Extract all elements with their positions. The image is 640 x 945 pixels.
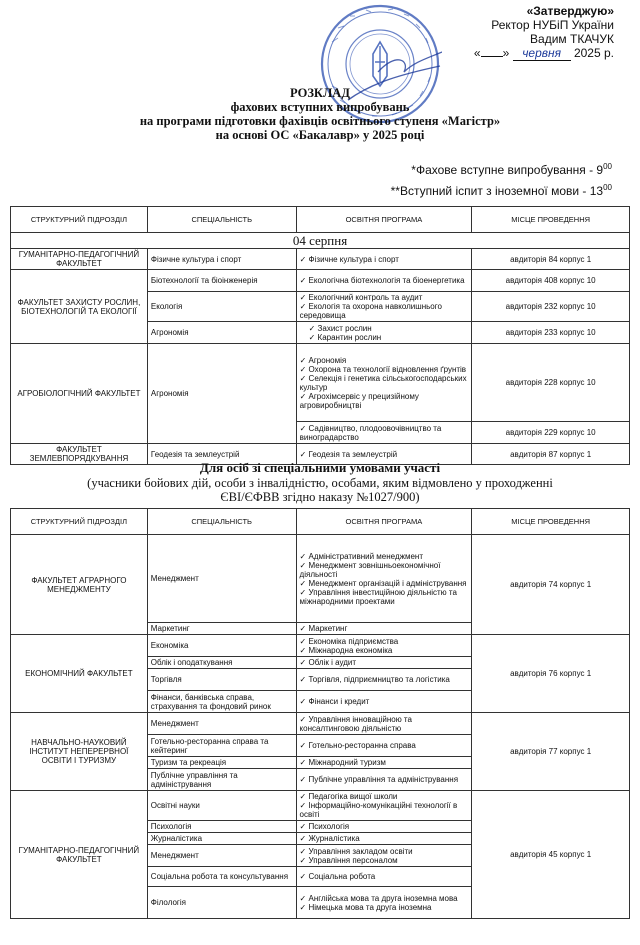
program-text: Охорона та технології відновлення ґрунтів <box>308 364 467 374</box>
program-item <box>300 637 469 646</box>
exam-time-1-text: *Фахове вступне випробування - 9 <box>411 163 604 177</box>
program-text: Фізичне культура і спорт <box>308 254 399 264</box>
program-cell <box>296 791 472 821</box>
program-item <box>300 293 469 302</box>
table-row <box>11 635 630 657</box>
program-cell <box>296 713 472 735</box>
approval-position: Ректор НУБіП України <box>491 18 614 32</box>
program-item <box>300 801 469 819</box>
specialty-cell: Менеджмент <box>147 535 296 623</box>
program-item <box>300 579 469 588</box>
location-cell: авдиторія 45 корпус 1 <box>472 791 630 919</box>
specialty-cell: Освітні науки <box>147 791 296 821</box>
schedule-table-main <box>10 206 630 465</box>
program-cell <box>296 635 472 657</box>
program-cell <box>296 322 472 344</box>
unit-cell: ЕКОНОМІЧНИЙ ФАКУЛЬТЕТ <box>11 635 148 713</box>
program-text: Інформаційно-комунікаційні технології в освіті <box>299 801 458 819</box>
location-cell: авдиторія 232 корпус 10 <box>472 292 630 322</box>
exam-time-2-text: **Вступний іспит з іноземної мови - 13 <box>390 184 604 198</box>
program-text: Управління інноваційною та консалтинговою діяльністю <box>299 714 412 733</box>
specialty-cell: Публічне управління та адміністрування <box>147 769 296 791</box>
unit-cell: НАВЧАЛЬНО-НАУКОВИЙ ІНСТИТУТ НЕПЕРЕРВНОЇ ОСВІТИ І ТУРИЗМУ <box>11 713 148 791</box>
program-text: Захист рослин <box>317 323 372 333</box>
program-cell <box>296 535 472 623</box>
table-row <box>11 791 630 821</box>
approval-label: «Затверджую» <box>526 4 614 18</box>
location-cell: авдиторія 229 корпус 10 <box>472 422 630 444</box>
program-item <box>300 392 469 410</box>
program-cell <box>296 422 472 444</box>
program-cell <box>296 821 472 833</box>
program-text: Менеджмент зовнішньоекономічної діяльності <box>299 560 441 579</box>
specialty-cell: Агрономія <box>147 322 296 344</box>
program-item <box>309 333 469 342</box>
program-text: Журналістика <box>308 834 360 843</box>
program-cell <box>296 867 472 887</box>
table-row <box>11 344 630 422</box>
program-item <box>309 324 469 333</box>
program-text: Публічне управління та адміністрування <box>308 775 459 784</box>
program-cell <box>296 735 472 757</box>
program-item <box>300 903 469 912</box>
program-text: Управління інвестиційною діяльністю та міжнародними проектами <box>299 587 457 606</box>
program-text: Англійська мова та друга іноземна мова <box>308 893 458 903</box>
document-title <box>0 86 640 142</box>
program-item <box>300 646 469 655</box>
unit-cell: ГУМАНІТАРНО-ПЕДАГОГІЧНИЙ ФАКУЛЬТЕТ <box>11 249 148 270</box>
program-text: Міжнародний туризм <box>308 758 386 767</box>
program-text: Соціальна робота <box>308 872 376 881</box>
program-text: Агрохімсервіс у прецизійному агровиробництві <box>299 391 419 410</box>
unit-cell: ФАКУЛЬТЕТ ЗЕМЛЕВПОРЯДКУВАННЯ <box>11 444 148 465</box>
title-line-1: РОЗКЛАД <box>290 86 350 100</box>
program-cell <box>296 769 472 791</box>
program-item <box>300 894 469 903</box>
header-unit: СТРУКТУРНИЙ ПІДРОЗДІЛ <box>11 509 148 535</box>
program-text: Управління персоналом <box>308 855 398 865</box>
approval-date-month: червня <box>513 46 571 61</box>
date-row <box>11 233 630 249</box>
location-cell: авдиторія 408 корпус 10 <box>472 270 630 292</box>
table-row <box>11 535 630 623</box>
program-text: Садівництво, плодоовочівництво та виноградарство <box>299 423 442 442</box>
specialty-cell: Менеджмент <box>147 845 296 867</box>
specialty-cell: Туризм та рекреація <box>147 757 296 769</box>
exam-time-1-minutes: 00 <box>603 162 612 171</box>
program-cell <box>296 292 472 322</box>
program-item <box>300 856 469 865</box>
approval-date-open: « <box>473 46 481 60</box>
exam-times <box>391 158 612 200</box>
program-text: Готельно-ресторанна справа <box>308 741 416 750</box>
program-cell <box>296 833 472 845</box>
table-row <box>11 713 630 735</box>
program-cell <box>296 270 472 292</box>
specialty-cell: Екологія <box>147 292 296 322</box>
location-cell: авдиторія 233 корпус 10 <box>472 322 630 344</box>
approval-date-close: » <box>502 46 510 60</box>
program-cell <box>296 757 472 769</box>
specialty-cell: Соціальна робота та консультування <box>147 867 296 887</box>
approval-date-year: 2025 р. <box>573 46 614 60</box>
schedule-table-special <box>10 508 630 919</box>
program-item <box>300 588 469 606</box>
exam-date: 04 серпня <box>11 233 630 249</box>
program-text: Міжнародна економіка <box>308 645 393 655</box>
location-cell: авдиторія 77 корпус 1 <box>472 713 630 791</box>
table-header-row <box>11 509 630 535</box>
specialty-cell: Маркетинг <box>147 623 296 635</box>
header-specialty: СПЕЦІАЛЬНІСТЬ <box>147 509 296 535</box>
title-line-3: на програми підготовки фахівців освітнього ступеня «Магістр» <box>139 114 501 128</box>
program-text: Маркетинг <box>308 624 348 633</box>
header-program: ОСВІТНЯ ПРОГРАМА <box>296 207 472 233</box>
program-item <box>300 302 469 320</box>
specialty-cell: Журналістика <box>147 833 296 845</box>
table-header-row <box>11 207 630 233</box>
program-text: Психологія <box>308 822 350 831</box>
program-text: Управління закладом освіти <box>308 846 413 856</box>
header-location: МІСЦЕ ПРОВЕДЕННЯ <box>472 207 630 233</box>
specialty-cell: Облік і оподаткування <box>147 657 296 669</box>
program-cell <box>296 691 472 713</box>
program-cell <box>296 887 472 919</box>
location-cell: авдиторія 84 корпус 1 <box>472 249 630 270</box>
program-text: Адміністративний менеджмент <box>308 551 423 561</box>
program-item <box>300 552 469 561</box>
section-subtitle-2: ЄВІ/ЄФВВ згідно наказу №1027/900) <box>220 490 420 504</box>
location-cell: авдиторія 74 корпус 1 <box>472 535 630 635</box>
program-text: Німецька мова та друга іноземна <box>308 902 432 912</box>
table-row <box>11 249 630 270</box>
unit-cell: АГРОБІОЛОГІЧНИЙ ФАКУЛЬТЕТ <box>11 344 148 444</box>
program-text: Агрономія <box>308 355 347 365</box>
program-cell <box>296 669 472 691</box>
program-text: Економіка підприємства <box>308 636 399 646</box>
program-cell <box>296 657 472 669</box>
location-cell: авдиторія 87 корпус 1 <box>472 444 630 465</box>
specialty-cell: Агрономія <box>147 344 296 444</box>
program-text: Облік і аудит <box>308 658 356 667</box>
unit-cell: ФАКУЛЬТЕТ АГРАРНОГО МЕНЕДЖМЕНТУ <box>11 535 148 635</box>
program-text: Екологічний контроль та аудит <box>308 293 423 302</box>
specialty-cell: Торгівля <box>147 669 296 691</box>
approval-block <box>474 4 614 61</box>
location-cell: авдиторія 76 корпус 1 <box>472 635 630 713</box>
approval-date <box>474 46 614 61</box>
program-cell <box>296 623 472 635</box>
program-text: Карантин рослин <box>317 332 382 342</box>
program-cell <box>296 845 472 867</box>
program-text: Торгівля, підприємництво та логістика <box>308 675 450 684</box>
specialty-cell: Готельно-ресторанна справа та кейтеринг <box>147 735 296 757</box>
special-conditions-heading <box>0 460 640 504</box>
exam-time-1 <box>391 158 612 179</box>
exam-time-2 <box>391 179 612 200</box>
header-location: МІСЦЕ ПРОВЕДЕННЯ <box>472 509 630 535</box>
program-item <box>300 365 469 374</box>
program-item <box>300 847 469 856</box>
program-cell <box>296 344 472 422</box>
specialty-cell: Фінанси, банківська справа, страхування та фондовий ринок <box>147 691 296 713</box>
specialty-cell: Філологія <box>147 887 296 919</box>
specialty-cell: Геодезія та землеустрій <box>147 444 296 465</box>
program-text: Геодезія та землеустрій <box>308 449 398 459</box>
section-heading: Для осіб зі спеціальними умовами участі <box>199 460 441 475</box>
location-cell: авдиторія 228 корпус 10 <box>472 344 630 422</box>
program-text: Екологія та охорона навколишнього середовища <box>299 302 442 320</box>
header-unit: СТРУКТУРНИЙ ПІДРОЗДІЛ <box>11 207 148 233</box>
section-subtitle-1: (учасники бойових дій, особи з інвалідністю, особами, яким відмовлено у проходженні <box>87 476 553 490</box>
title-line-2: фахових вступних випробувань <box>230 100 410 114</box>
table-row <box>11 270 630 292</box>
unit-cell: ГУМАНІТАРНО-ПЕДАГОГІЧНИЙ ФАКУЛЬТЕТ <box>11 791 148 919</box>
specialty-cell: Економіка <box>147 635 296 657</box>
program-item <box>300 792 469 801</box>
specialty-cell: Менеджмент <box>147 713 296 735</box>
approval-name: Вадим ТКАЧУК <box>530 32 614 46</box>
program-text: Екологічна біотехнологія та біоенергетика <box>308 276 465 285</box>
program-text: Фінанси і кредит <box>308 697 370 706</box>
specialty-cell: Фізичне культура і спорт <box>147 249 296 270</box>
program-text: Селекція і генетика сільськогосподарських культур <box>299 373 467 392</box>
specialty-cell: Біотехнології та біоінженерія <box>147 270 296 292</box>
program-text: Педагогіка вищої школи <box>308 792 398 801</box>
header-program: ОСВІТНЯ ПРОГРАМА <box>296 509 472 535</box>
program-item <box>300 356 469 365</box>
unit-cell: ФАКУЛЬТЕТ ЗАХИСТУ РОСЛИН, БІОТЕХНОЛОГІЙ ТА ЕКОЛОГІЇ <box>11 270 148 344</box>
program-item <box>300 561 469 579</box>
program-text: Менеджмент організацій і адміністрування <box>308 578 467 588</box>
title-line-4: на основі ОС «Бакалавр» у 2025 році <box>215 128 425 142</box>
exam-time-2-minutes: 00 <box>603 183 612 192</box>
program-item <box>300 374 469 392</box>
header-specialty: СПЕЦІАЛЬНІСТЬ <box>147 207 296 233</box>
program-cell <box>296 249 472 270</box>
specialty-cell: Психологія <box>147 821 296 833</box>
